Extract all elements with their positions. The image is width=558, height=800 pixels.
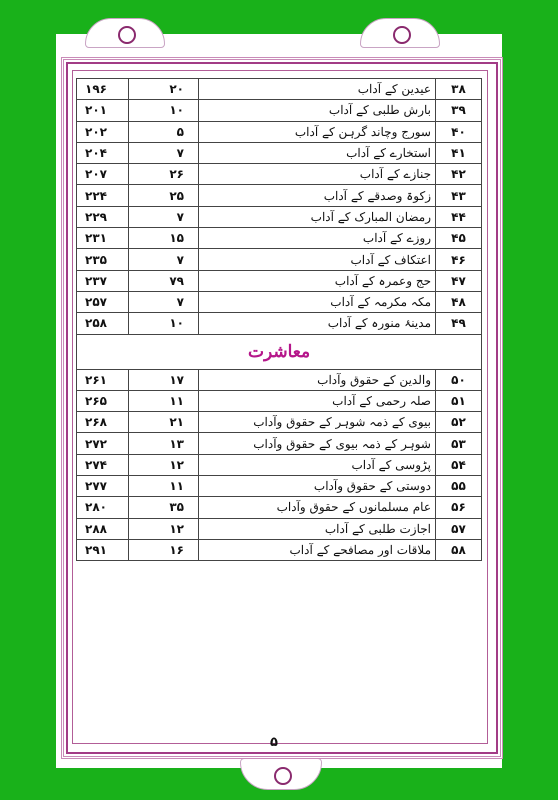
title-cell: والدین کے حقوق وآداب [199, 369, 436, 390]
page-cell: ۲۷۲ [77, 433, 129, 454]
number-cell: ۴۲ [436, 164, 482, 185]
number-cell: ۴۷ [436, 270, 482, 291]
count-cell: ۱۱ [129, 390, 199, 411]
count-cell: ۱۷ [129, 369, 199, 390]
title-cell: ملاقات اور مصافحے کے آداب [199, 539, 436, 560]
count-cell: ۱۰ [129, 313, 199, 334]
count-cell: ۲۱ [129, 412, 199, 433]
contents-table-bottom [77, 369, 482, 561]
count-cell: ۲۰ [129, 79, 199, 100]
page-cell: ۲۵۷ [77, 291, 129, 312]
table-row [77, 291, 482, 312]
number-cell: ۴۵ [436, 228, 482, 249]
count-cell: ۵ [129, 121, 199, 142]
bottom-ornament [240, 758, 322, 790]
table-row [77, 249, 482, 270]
number-cell: ۵۶ [436, 497, 482, 518]
number-cell: ۵۲ [436, 412, 482, 433]
page-cell: ۲۶۸ [77, 412, 129, 433]
section-heading: معاشرت [77, 334, 482, 369]
number-cell: ۴۹ [436, 313, 482, 334]
table-row [77, 121, 482, 142]
page-cell: ۲۷۷ [77, 476, 129, 497]
title-cell: اعتکاف کے آداب [199, 249, 436, 270]
section-heading-row [77, 334, 482, 369]
count-cell: ۲۵ [129, 185, 199, 206]
number-cell: ۵۳ [436, 433, 482, 454]
count-cell: ۷ [129, 142, 199, 163]
page-cell: ۲۳۷ [77, 270, 129, 291]
title-cell: صلہ رحمی کے آداب [199, 390, 436, 411]
count-cell: ۱۲ [129, 518, 199, 539]
table-row [77, 369, 482, 390]
page-cell: ۲۲۹ [77, 206, 129, 227]
number-cell: ۳۸ [436, 79, 482, 100]
page-cell: ۲۸۰ [77, 497, 129, 518]
number-cell: ۴۱ [436, 142, 482, 163]
page-cell: ۲۶۱ [77, 369, 129, 390]
number-cell: ۵۱ [436, 390, 482, 411]
table-row [77, 476, 482, 497]
table-row [77, 539, 482, 560]
count-cell: ۱۶ [129, 539, 199, 560]
title-cell: اجازت طلبی کے آداب [199, 518, 436, 539]
title-cell: پڑوسی کے آداب [199, 454, 436, 475]
title-cell: دوستی کے حقوق وآداب [199, 476, 436, 497]
title-cell: عیدین کے آداب [199, 79, 436, 100]
count-cell: ۷۹ [129, 270, 199, 291]
count-cell: ۳۵ [129, 497, 199, 518]
table-row [77, 497, 482, 518]
contents-table-top [77, 79, 482, 335]
number-cell: ۴۶ [436, 249, 482, 270]
title-cell: استخارے کے آداب [199, 142, 436, 163]
count-cell: ۷ [129, 206, 199, 227]
page-cell: ۲۸۸ [77, 518, 129, 539]
number-cell: ۴۴ [436, 206, 482, 227]
table-row [77, 228, 482, 249]
number-cell: ۵۷ [436, 518, 482, 539]
page-cell: ۲۹۱ [77, 539, 129, 560]
table-row [77, 79, 482, 100]
number-cell: ۵۵ [436, 476, 482, 497]
top-left-ornament [85, 18, 165, 48]
count-cell: ۱۲ [129, 454, 199, 475]
count-cell: ۷ [129, 249, 199, 270]
ornament-medallion-icon [118, 26, 136, 44]
count-cell: ۱۵ [129, 228, 199, 249]
page-cell: ۲۰۴ [77, 142, 129, 163]
table-row [77, 433, 482, 454]
page-cell: ۲۵۸ [77, 313, 129, 334]
page-cell: ۱۹۶ [77, 79, 129, 100]
table-row [77, 100, 482, 121]
table-row [77, 412, 482, 433]
title-cell: زکوۃ وصدقے کے آداب [199, 185, 436, 206]
table-row [77, 142, 482, 163]
page-number: ۵ [270, 735, 278, 750]
number-cell: ۵۸ [436, 539, 482, 560]
number-cell: ۳۹ [436, 100, 482, 121]
count-cell: ۲۶ [129, 164, 199, 185]
ornament-medallion-icon [393, 26, 411, 44]
page-cell: ۲۰۷ [77, 164, 129, 185]
page-cell: ۲۶۵ [77, 390, 129, 411]
page-cell: ۲۰۱ [77, 100, 129, 121]
title-cell: عام مسلمانوں کے حقوق وآداب [199, 497, 436, 518]
page-cell: ۲۳۱ [77, 228, 129, 249]
title-cell: سورج وچاند گرہن کے آداب [199, 121, 436, 142]
count-cell: ۱۰ [129, 100, 199, 121]
title-cell: مدینۂ منورہ کے آداب [199, 313, 436, 334]
title-cell: بیوی کے ذمہ شوہر کے حقوق وآداب [199, 412, 436, 433]
top-right-ornament [360, 18, 440, 48]
table-row [77, 313, 482, 334]
table-row [77, 206, 482, 227]
title-cell: جنازے کے آداب [199, 164, 436, 185]
table-row [77, 185, 482, 206]
table-row [77, 518, 482, 539]
table-row [77, 390, 482, 411]
title-cell: روزے کے آداب [199, 228, 436, 249]
table-row [77, 454, 482, 475]
title-cell: حج وعمرہ کے آداب [199, 270, 436, 291]
number-cell: ۵۴ [436, 454, 482, 475]
table-row [77, 164, 482, 185]
number-cell: ۴۰ [436, 121, 482, 142]
table-row [77, 270, 482, 291]
title-cell: رمضان المبارک کے آداب [199, 206, 436, 227]
count-cell: ۱۳ [129, 433, 199, 454]
number-cell: ۴۳ [436, 185, 482, 206]
number-cell: ۴۸ [436, 291, 482, 312]
page-cell: ۲۲۴ [77, 185, 129, 206]
page-cell: ۲۷۴ [77, 454, 129, 475]
page-cell: ۲۳۵ [77, 249, 129, 270]
title-cell: شوہر کے ذمہ بیوی کے حقوق وآداب [199, 433, 436, 454]
count-cell: ۱۱ [129, 476, 199, 497]
number-cell: ۵۰ [436, 369, 482, 390]
title-cell: بارش طلبی کے آداب [199, 100, 436, 121]
ornament-medallion-icon [274, 767, 292, 785]
contents-table [76, 78, 482, 561]
count-cell: ۷ [129, 291, 199, 312]
page-cell: ۲۰۲ [77, 121, 129, 142]
title-cell: مکہ مکرمہ کے آداب [199, 291, 436, 312]
